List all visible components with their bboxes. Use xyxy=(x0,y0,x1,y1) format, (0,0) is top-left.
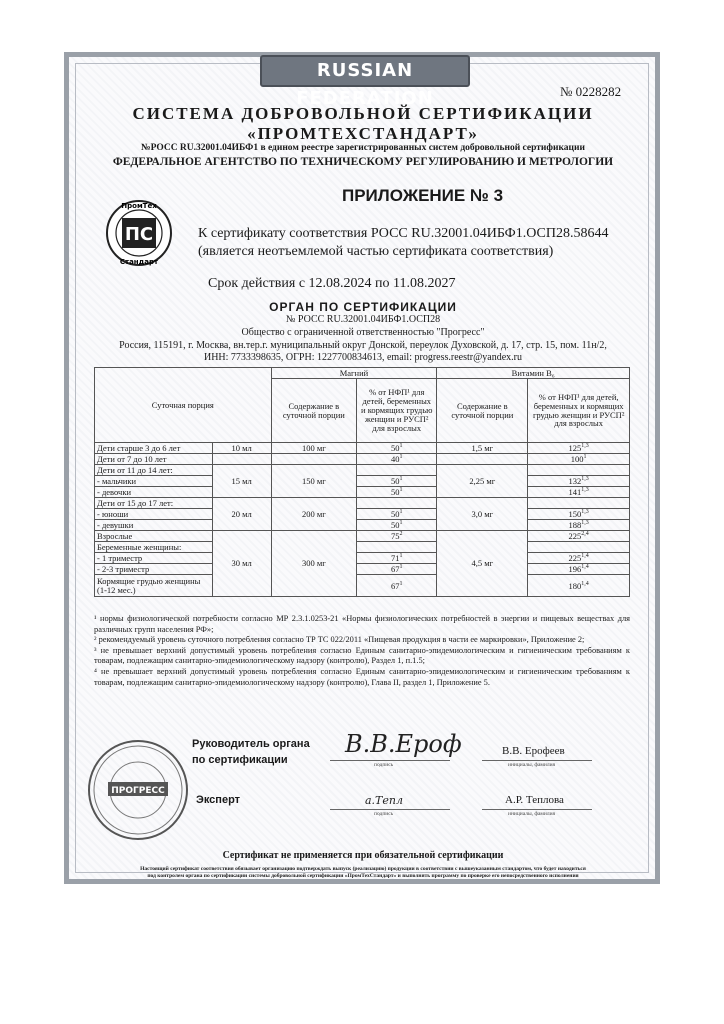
table-row: - 1 триместр $71^1$ 225$^{1,4}$ xyxy=(95,553,630,564)
header-b6-percent: % от НФП¹ для детей, беременных и кормящих грудью женщин и РУСП² для взрослых xyxy=(528,379,630,443)
expert-signature-caption: подпись xyxy=(374,811,394,817)
head-name: В.В. Ерофеев xyxy=(502,745,565,757)
footnote-2: ² рекомендуемый уровень суточного потребления согласно ТР ТС 022/2011 «Пищевая продукция в части ее маркировки», Приложение 2; xyxy=(94,635,585,645)
footnote-1: ¹ нормы физиологической потребности согласно МР 2.3.1.0253-21 «Нормы физиологических потребностей в энергии и пищевых веществах для различных групп населения РФ»; xyxy=(94,614,630,634)
table-row: Дети от 11 до 14 лет: 15 мл 150 мг 2,25 мг xyxy=(95,465,630,476)
registry-line: №РОСС RU.32001.04ИБФ1 в едином реестре зарегистрированных систем добровольной сертификации xyxy=(141,143,585,153)
organ-heading: ОРГАН ПО СЕРТИФИКАЦИИ xyxy=(269,300,457,314)
footer-notice: Сертификат не применяется при обязательной сертификации xyxy=(222,850,504,861)
head-label-line1: Руководитель органа xyxy=(192,738,310,750)
validity-period: Срок действия с 12.08.2024 по 11.08.2027 xyxy=(208,276,456,291)
organ-stamp-icon xyxy=(86,738,190,842)
certificate-reference: К сертификату соответствия РОСС RU.32001.04ИБФ1.ОСП28.58644 xyxy=(198,226,609,241)
table-row: Дети от 15 до 17 лет: 20 мл 200 мг 3,0 мг xyxy=(95,498,630,509)
header-mg-percent: % от НФП¹ для детей, беременных и кормящих грудью женщин и РУСП² для взрослых xyxy=(357,379,437,443)
head-signature-line xyxy=(330,760,450,761)
stamp-text: ПРОГРЕСС xyxy=(111,786,165,796)
head-signature: В.В.Ероф xyxy=(345,730,462,758)
organ-number: № РОСС RU.32001.04ИБФ1.ОСП28 xyxy=(285,314,441,325)
footnotes xyxy=(94,614,630,688)
table-row: Дети от 7 до 10 лет $40^1$ $100^1$ xyxy=(95,454,630,465)
header-vitamin-b6: Витамин B₆ xyxy=(437,368,630,379)
table-row: - юноши $50^1$ 150$^{1,3}$ xyxy=(95,509,630,520)
country-banner: RUSSIAN FEDERATION xyxy=(260,55,470,87)
footer-smallprint xyxy=(90,866,636,880)
appendix-title: ПРИЛОЖЕНИЕ № 3 xyxy=(342,186,504,205)
nutrient-table xyxy=(94,367,630,597)
table-row: - девочки $50^1$ 141$^{1,3}$ xyxy=(95,487,630,498)
logo-letters: ПС xyxy=(124,224,154,245)
expert-signature-line xyxy=(330,809,450,810)
serial-number: № 0228282 xyxy=(560,84,622,99)
footer-smallprint-line2: под контролем органа по сертификации системы добровольной сертификации «ПромТехСтандарт» и выполнять программу по проверке его непосредственного исполнения xyxy=(147,873,579,879)
expert-name: А.Р. Теплова xyxy=(505,794,564,806)
agency-name: ФЕДЕРАЛЬНОЕ АГЕНТСТВО ПО ТЕХНИЧЕСКОМУ РЕГУЛИРОВАНИЮ И МЕТРОЛОГИИ xyxy=(112,156,614,168)
system-name: «ПРОМТЕХСТАНДАРТ» xyxy=(247,124,479,143)
footnote-3: ³ не превышает верхний допустимый уровень потребления согласно Единым санитарно-эпидемиологическим и гигиеническим требованиям к товарам, подлежащим санитарно-эпидемиологическому надзору (контролю), Раздел 1, п.1.5; xyxy=(94,645,630,666)
table-row: Дети старше 3 до 6 лет 10 мл 100 мг $50^1$ 1,5 мг 125$^{1,3}$ xyxy=(95,443,630,454)
certificate-reference-note: (является неотъемлемой частью сертификата соответствия) xyxy=(198,244,554,259)
head-name-line xyxy=(482,760,592,761)
head-name-caption: инициалы, фамилия xyxy=(508,762,556,768)
organ-name: Общество с ограниченной ответственностью "Прогресс" xyxy=(241,327,485,338)
expert-name-caption: инициалы, фамилия xyxy=(508,811,556,817)
footnote-4: ⁴ не превышает верхний допустимый уровень потребления согласно Единым санитарно-эпидемиологическим и гигиеническим требованиям к товарам, подлежащим санитарно-эпидемиологическому надзору (контролю), Глава II, раздел 1, Приложение 5. xyxy=(94,666,630,687)
organ-address: Россия, 115191, г. Москва, вн.тер.г. муниципальный округ Донской, переулок Духовской, д. 17, стр. 15, пом. 11н/2, xyxy=(119,340,607,351)
table-row: - девушки $50^1$ 188$^{1,3}$ xyxy=(95,520,630,531)
organ-contacts: ИНН: 7733398635, ОГРН: 1227700834613, email: progress.reestr@yandex.ru xyxy=(203,352,522,363)
head-label-line2: по сертификации xyxy=(192,754,288,766)
table-row: - 2-3 триместр $67^1$ 196$^{1,4}$ xyxy=(95,564,630,575)
expert-name-line xyxy=(482,809,592,810)
head-signature-caption: подпись xyxy=(374,762,394,768)
expert-signature: a.Тепл xyxy=(365,794,403,807)
expert-label: Эксперт xyxy=(196,794,241,806)
header-portion: Суточная порция xyxy=(95,368,272,443)
footer-smallprint-line1: Настоящий сертификат соответствия обязывает организацию подтверждать выпуск (реализацию) продукции в соответствии с вышеуказанным стандартом, что будет находиться xyxy=(140,866,586,872)
header-magnesium: Магний xyxy=(271,368,437,379)
header-b6-content: Содержание в суточной порции xyxy=(437,379,528,443)
logo-bottom-text: Стандарт xyxy=(119,258,159,266)
header-mg-content: Содержание в суточной порции xyxy=(271,379,357,443)
table-row: Взрослые 30 мл 300 мг $75^2$ 4,5 мг 225$^{2,4}$ xyxy=(95,531,630,542)
table-row: Беременные женщины: xyxy=(95,542,630,553)
logo-top-text: ПромТех xyxy=(121,202,157,210)
promtekh-logo-icon xyxy=(104,198,174,268)
table-header-row xyxy=(95,368,630,379)
table-row: Кормящие грудью женщины (1-12 мес.) $67^1$ 180$^{1,4}$ xyxy=(95,575,630,597)
table-row: - мальчики $50^1$ 132$^{1,3}$ xyxy=(95,476,630,487)
system-title: СИСТЕМА ДОБРОВОЛЬНОЙ СЕРТИФИКАЦИИ xyxy=(132,104,594,123)
